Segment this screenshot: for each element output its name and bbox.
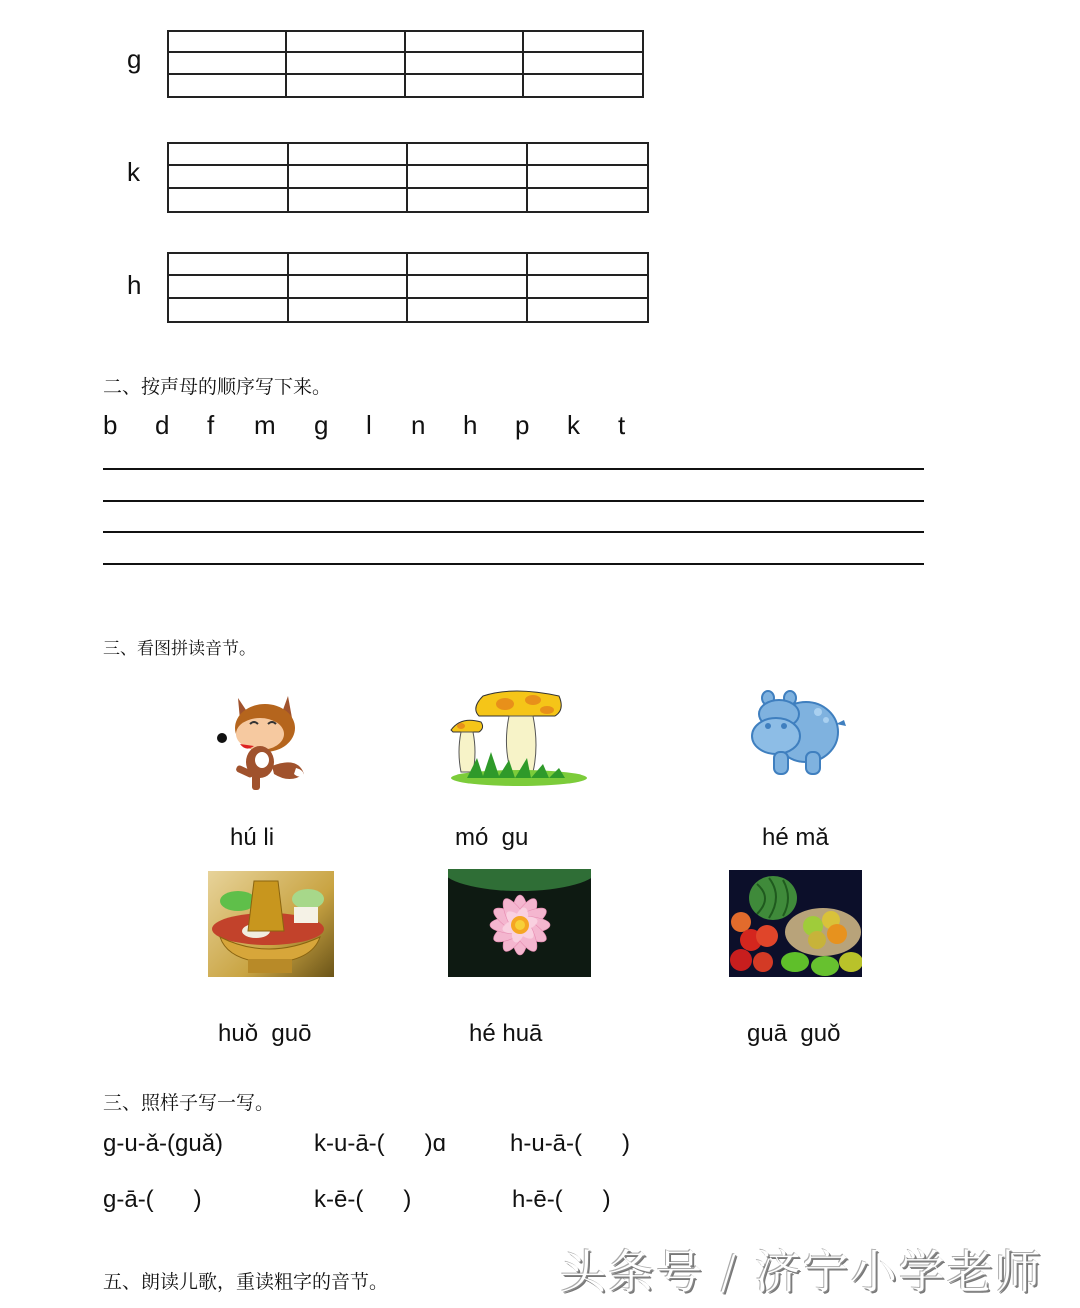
writing-grid-g[interactable]: [167, 30, 644, 98]
consonant-letter: h: [463, 410, 478, 440]
pinyin-caption-lotus: hé huā: [469, 1020, 543, 1047]
writing-grid-k[interactable]: [167, 142, 649, 213]
pinyin-caption-mushroom: mó gu: [455, 824, 529, 851]
letter-label-k: k: [127, 157, 140, 187]
consonant-letter: l: [366, 410, 372, 440]
consonant-letter: m: [254, 410, 276, 440]
exercise-ke[interactable]: k-ē-( ): [314, 1186, 412, 1213]
writing-line[interactable]: [103, 468, 924, 470]
fruit-photo: [729, 870, 862, 977]
section-heading-example: 三、照样子写一写。: [103, 1092, 275, 1114]
pinyin-caption-hotpot: huǒ guō: [218, 1020, 312, 1047]
lotus-photo: [448, 869, 591, 977]
writing-line[interactable]: [103, 531, 924, 533]
watermark: 头条号 / 济宁小学老师: [560, 1245, 1043, 1299]
consonant-letter: f: [207, 410, 215, 440]
exercise-he[interactable]: h-ē-( ): [512, 1186, 611, 1213]
pinyin-caption-fruit: guā guǒ: [747, 1020, 841, 1047]
writing-line[interactable]: [103, 563, 924, 565]
mushroom-illustration: [447, 690, 589, 788]
pinyin-caption-fox: hú li: [230, 824, 275, 851]
consonant-letter: b: [103, 410, 118, 440]
hippo-illustration: [748, 688, 848, 780]
consonant-letter: k: [567, 410, 580, 440]
pinyin-caption-hippo: hé mǎ: [762, 824, 829, 851]
writing-grid-h[interactable]: [167, 252, 649, 323]
example-gua: g-u-ǎ-(guǎ): [103, 1130, 224, 1157]
hotpot-photo: [208, 871, 334, 977]
letter-label-g: g: [127, 44, 142, 74]
section-heading-pictures: 三、看图拼读音节。: [103, 639, 256, 659]
consonant-letter: t: [618, 410, 626, 440]
consonant-letter: g: [314, 410, 329, 440]
section-heading-order: 二、按声母的顺序写下来。: [103, 376, 332, 398]
consonant-letter: p: [515, 410, 530, 440]
consonant-letter: d: [155, 410, 170, 440]
exercise-kua[interactable]: k-u-ā-( )ɑ: [314, 1130, 447, 1157]
writing-line[interactable]: [103, 500, 924, 502]
fox-illustration: [210, 688, 310, 793]
letter-label-h: h: [127, 270, 142, 300]
exercise-ga[interactable]: g-ā-( ): [103, 1186, 202, 1213]
consonant-letter: n: [411, 410, 426, 440]
exercise-hua[interactable]: h-u-ā-( ): [510, 1130, 631, 1157]
section-heading-rhyme: 五、朗读儿歌，重读粗字的音节。: [103, 1271, 389, 1293]
